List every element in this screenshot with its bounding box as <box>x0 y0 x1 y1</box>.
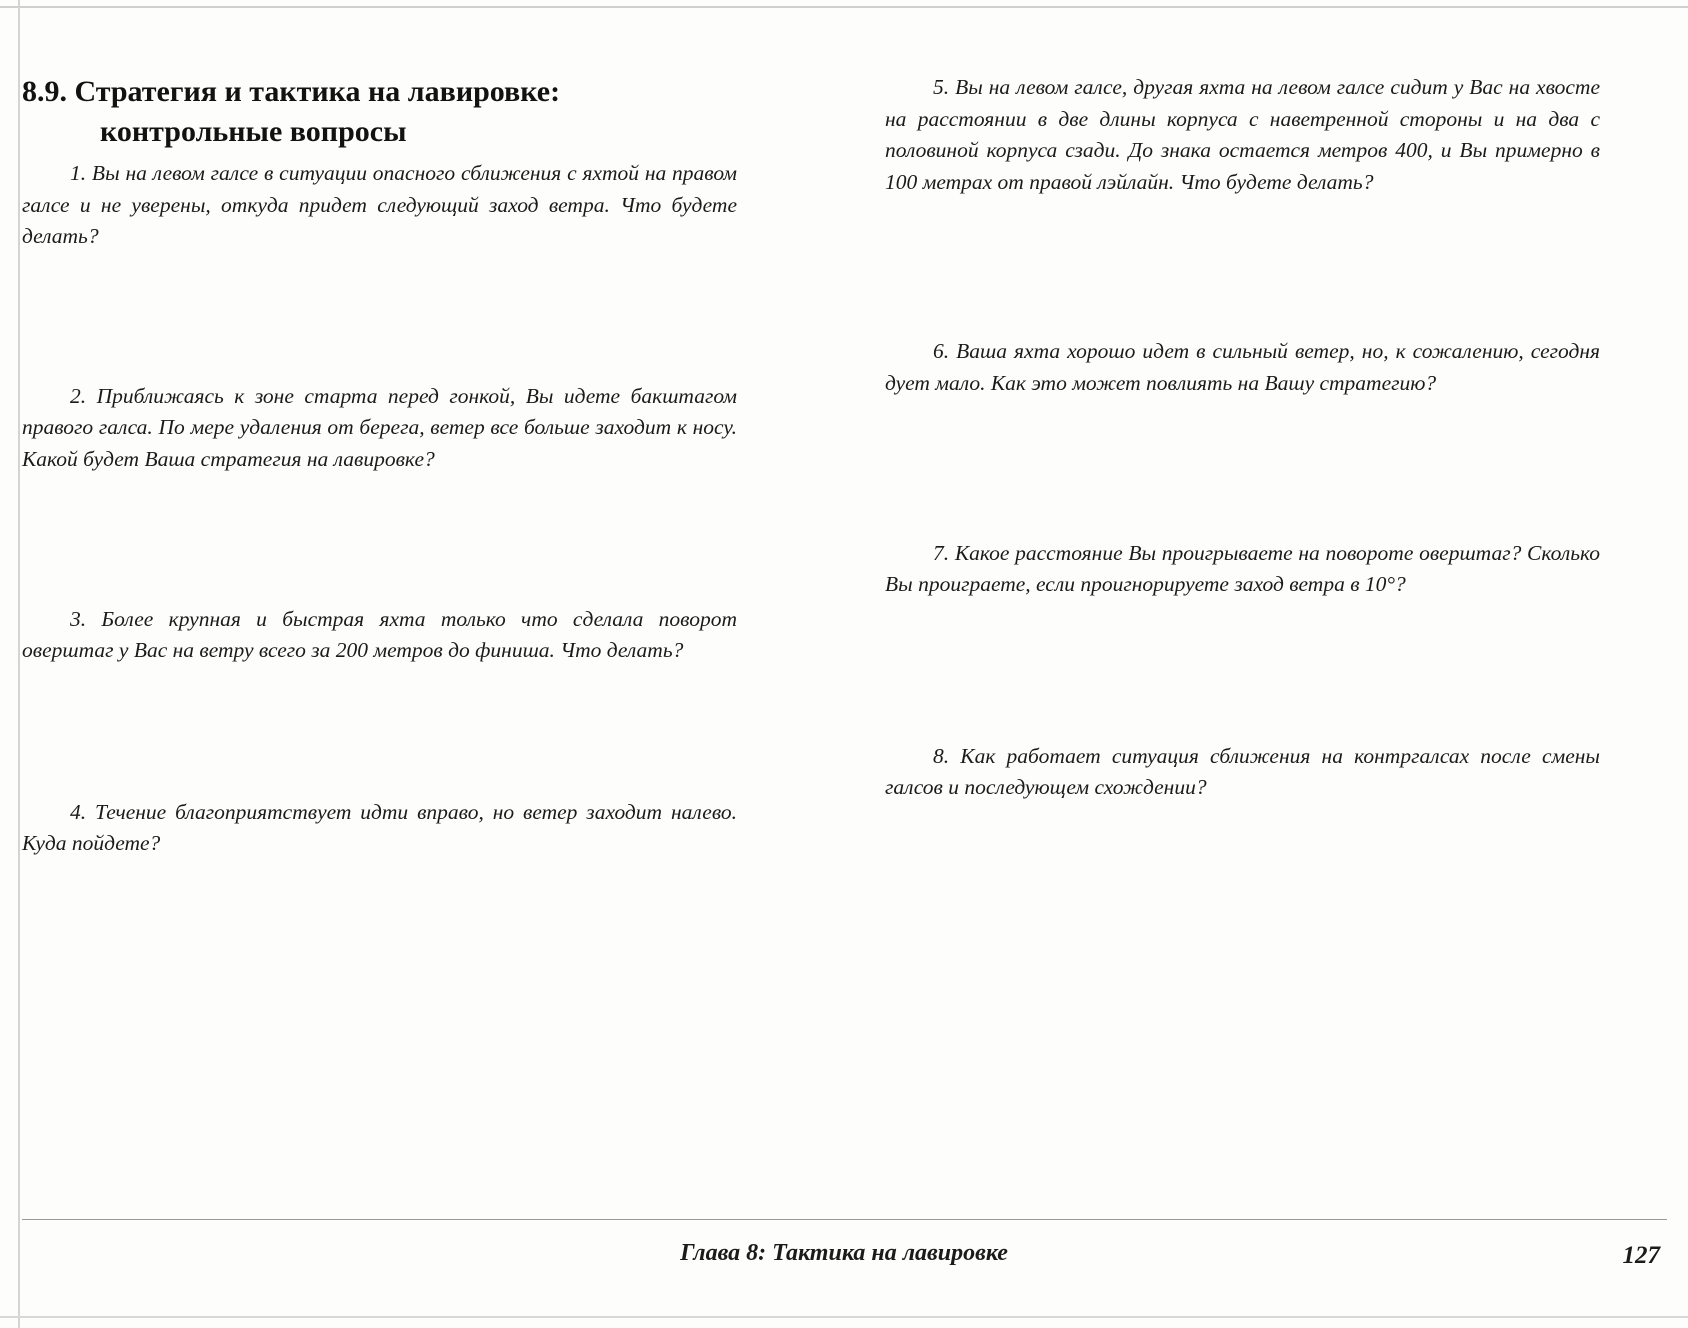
spacer-answer-2 <box>22 476 737 604</box>
question-8 <box>885 741 1600 804</box>
section-number: 8.9. <box>22 75 67 109</box>
right-column <box>885 72 1600 804</box>
question-2-text: 2. Приближаясь к зоне старта перед гонкой, Вы идете бакштагом правого галса. По мере удаления от берега, ветер все больше заходит к носу. Какой будет Ваша стратегия на лавировке? <box>22 383 737 471</box>
question-3-text: 3. Более крупная и быстрая яхта только что сделала поворот оверштаг у Вас на ветру всего за 200 метров до финиша. Что делать? <box>22 606 737 663</box>
section-title-line1: Стратегия и тактика на лавировке: <box>74 75 561 109</box>
question-4-text: 4. Течение благоприятствует идти вправо, но ветер заходит налево. Куда пойдете? <box>22 799 737 856</box>
spacer-answer-7 <box>885 601 1600 741</box>
question-3 <box>22 604 737 667</box>
question-4 <box>22 797 737 860</box>
spacer-answer-3 <box>22 667 737 797</box>
footer-divider <box>22 1219 1667 1220</box>
question-8-text: 8. Как работает ситуация сближения на контргалсах после смены галсов и последующем схождении? <box>885 743 1600 800</box>
question-6 <box>885 336 1600 399</box>
spacer-answer-1 <box>22 253 737 381</box>
spacer-answer-6 <box>885 400 1600 538</box>
question-5-text: 5. Вы на левом галсе, другая яхта на левом галсе сидит у Вас на хвосте на расстоянии в две длины корпуса с наветренной стороны и на два с половиной корпуса сзади. До знака остается метров 400, и Вы примерно в 100 метрах от правой лэйлайн. Что будете делать? <box>885 75 1600 194</box>
question-1-text: 1. Вы на левом галсе в ситуации опасного сближения с яхтой на правом галсе и не уверены, откуда придет следующий заход ветра. Что будете делать? <box>22 161 737 249</box>
section-title-line2: контрольные вопросы <box>100 114 407 148</box>
footer-page-number: 127 <box>1622 1242 1660 1269</box>
spacer-answer-5 <box>885 198 1600 336</box>
footer-chapter-title: Глава 8: Тактика на лавировке <box>680 1240 1008 1266</box>
question-7-text: 7. Какое расстояние Вы проигрываете на повороте оверштаг? Сколько Вы проиграете, если проигнорируете заход ветра в 10°? <box>885 540 1600 597</box>
question-7 <box>885 538 1600 601</box>
question-6-text: 6. Ваша яхта хорошо идет в сильный ветер, но, к сожалению, сегодня дует мало. Как это может повлиять на Вашу стратегию? <box>885 339 1600 395</box>
question-1 <box>22 158 737 253</box>
page-footer <box>0 1240 1688 1280</box>
question-5 <box>885 72 1600 198</box>
question-2 <box>22 381 737 476</box>
left-column <box>22 158 737 860</box>
page-title <box>22 72 762 152</box>
